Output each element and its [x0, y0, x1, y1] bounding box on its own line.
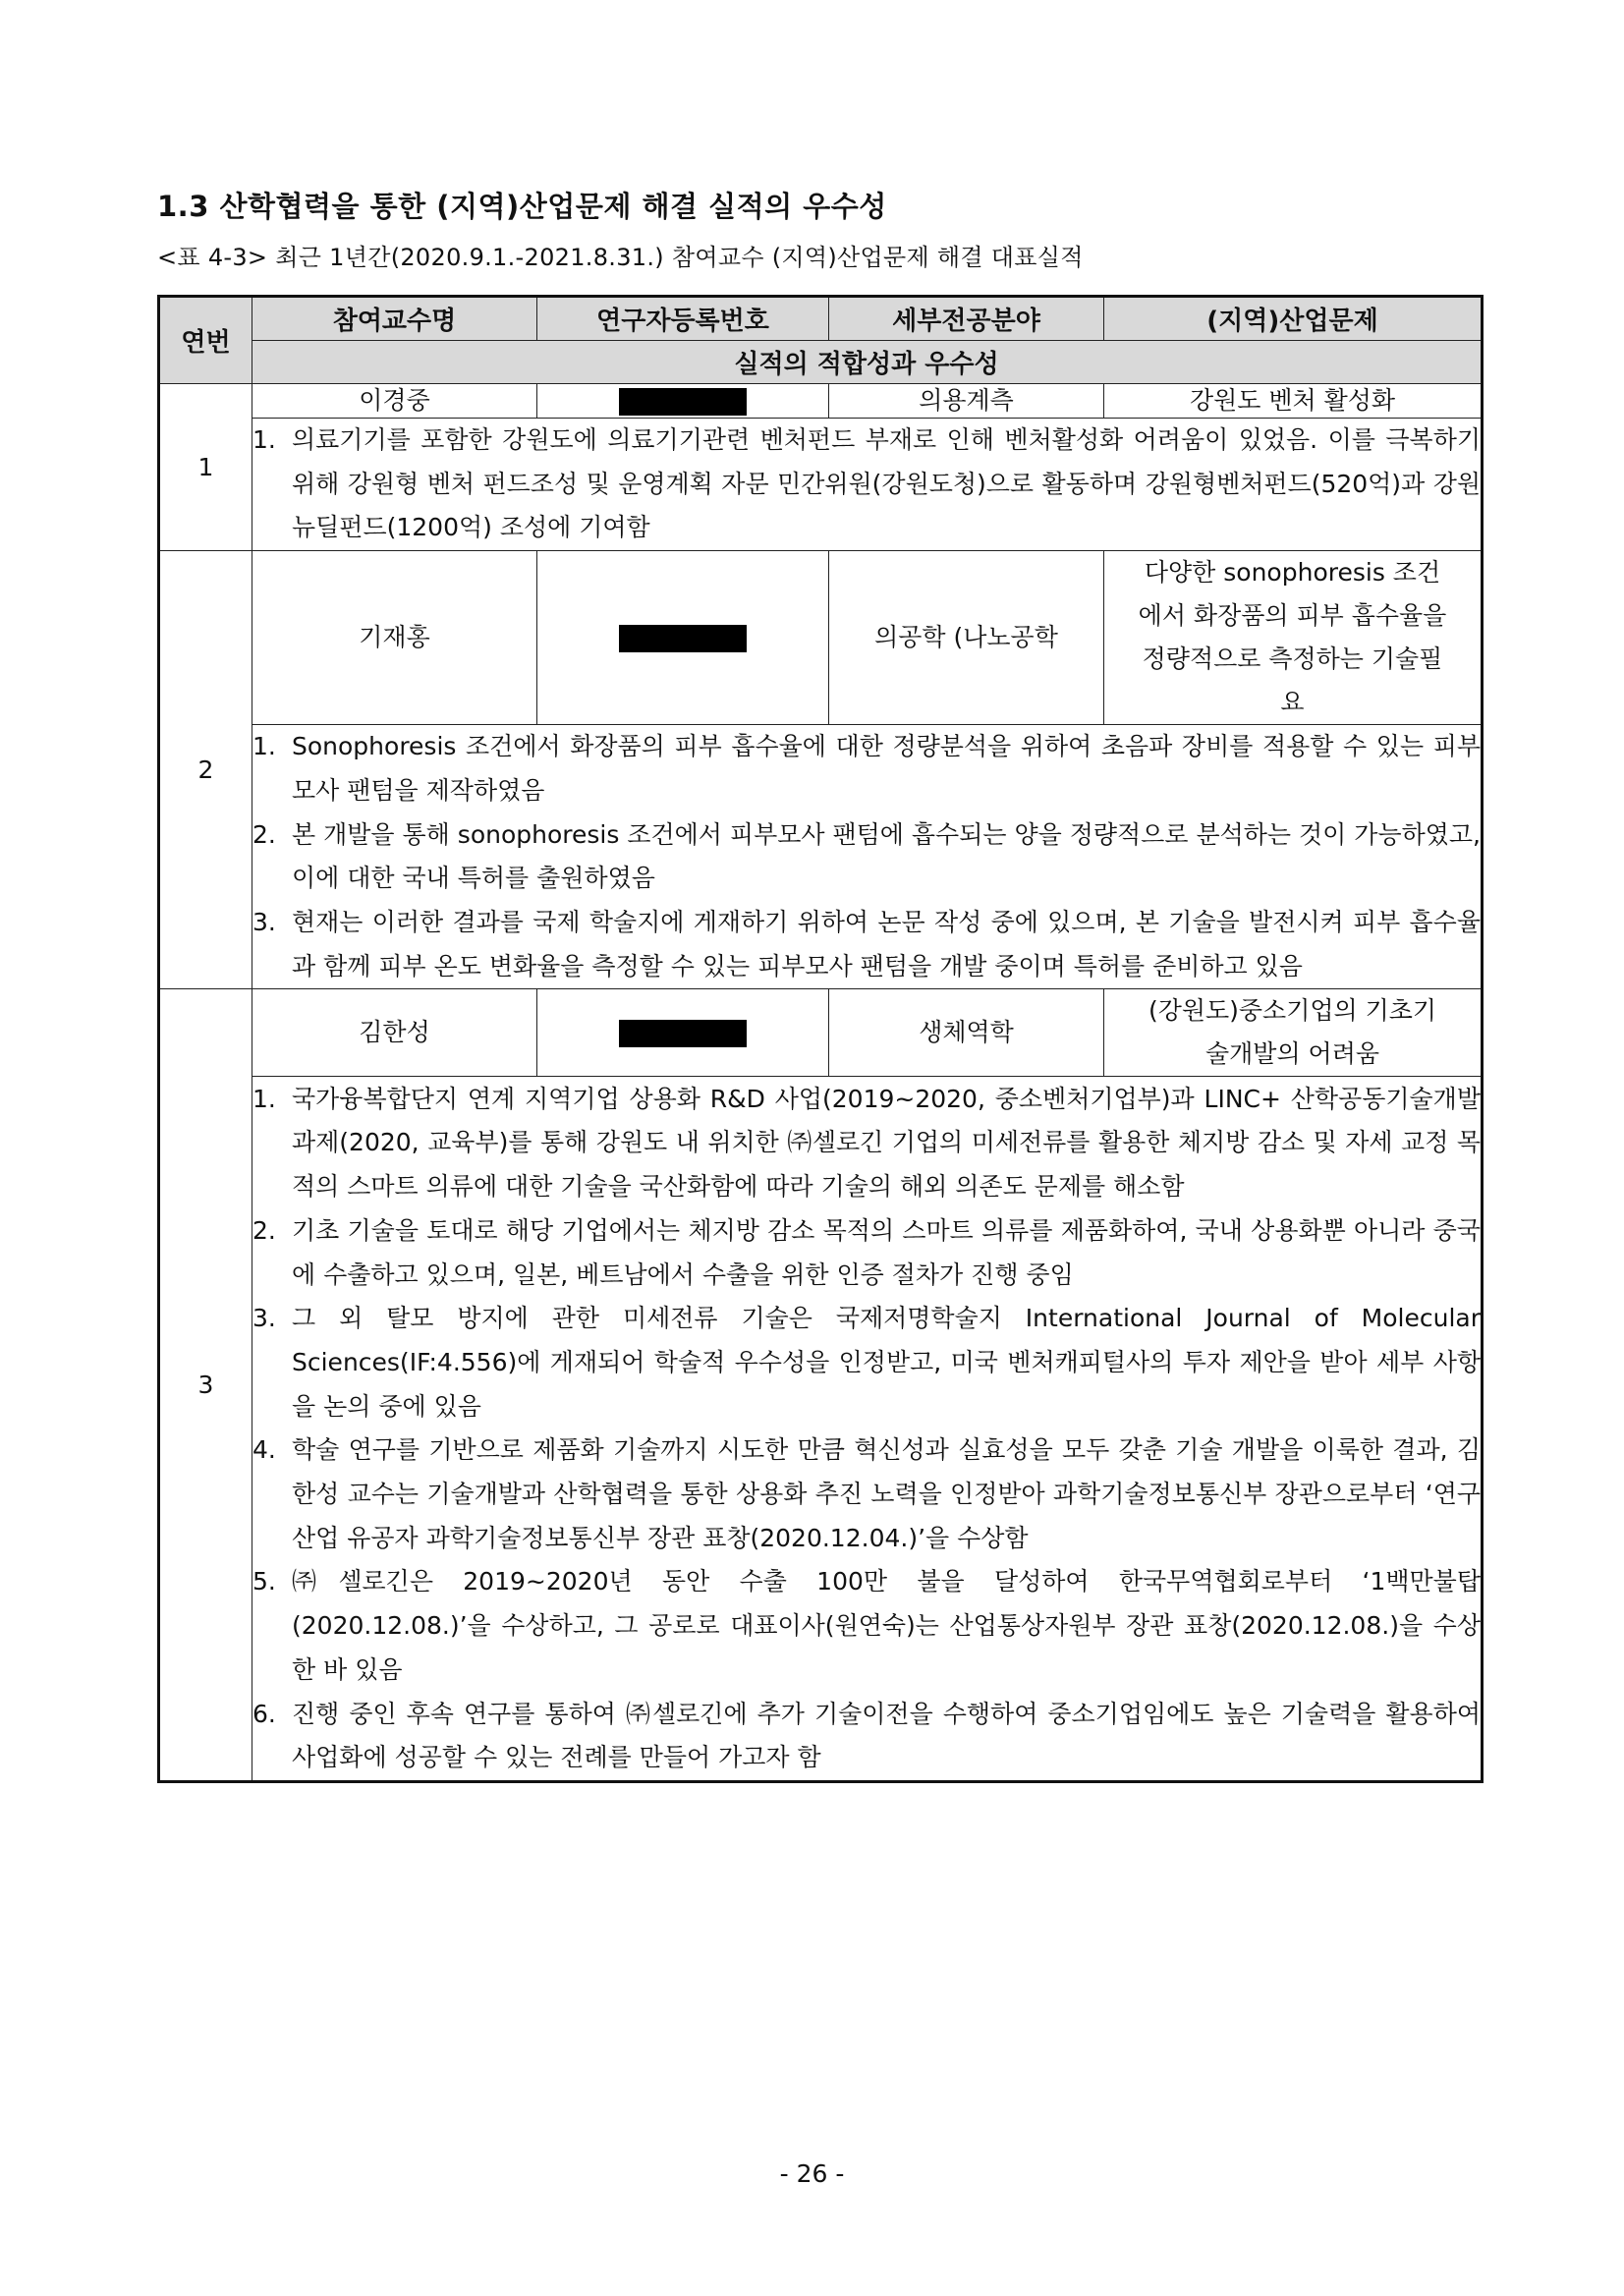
- item-number: 3.: [252, 907, 276, 936]
- list-item: [252, 1297, 1481, 1428]
- list-item: [252, 1078, 1481, 1209]
- header-researcher-id: 연구자등록번호: [537, 297, 829, 341]
- item-text: 본 개발을 통해 sonophoresis 조건에서 피부모사 팬텀에 흡수되는 양을 정량적으로 분석하는 것이 가능하였고, 이에 대한 국내 특허를 출원하였음: [292, 819, 1481, 893]
- professor-name: 기재홍: [252, 551, 537, 725]
- suitability-detail: [252, 1077, 1483, 1782]
- item-text: 현재는 이러한 결과를 국제 학술지에 게재하기 위하여 논문 작성 중에 있으며, 본 기술을 발전시켜 피부 흡수율과 함께 피부 온도 변화율을 측정할 수 있는 피부모사 팬텀을 개발 중이며 특허를 준비하고 있음: [292, 907, 1481, 980]
- item-text: ㈜셀로긴은 2019~2020년 동안 수출 100만 불을 달성하여 한국무역협회로부터 ‘1백만불탑(2020.12.08.)’을 수상하고, 그 공로로 대표이사(원연숙)는 산업통상자원부 장관 표창(2020.12.08.)을 수상한 바 있음: [292, 1567, 1481, 1684]
- professor-name: 이경중: [252, 384, 537, 419]
- item-number: 1.: [252, 425, 276, 454]
- table-caption: <표 4-3> 최근 1년간(2020.9.1.-2021.8.31.) 참여교수 (지역)산업문제 해결 대표실적: [157, 244, 1084, 271]
- major-field: 의용계측: [829, 384, 1104, 419]
- researcher-id-redacted: [537, 989, 829, 1077]
- table-row: [159, 551, 1483, 725]
- list-item: [252, 1428, 1481, 1560]
- table-row: [159, 989, 1483, 1077]
- item-number: 3.: [252, 1304, 276, 1333]
- row-number: 2: [159, 551, 252, 989]
- section-title: 1.3 산학협력을 통한 (지역)산업문제 해결 실적의 우수성: [157, 190, 887, 223]
- table-row-detail: [159, 725, 1483, 989]
- redaction-bar: [619, 625, 747, 652]
- list-item: [252, 1209, 1481, 1297]
- suitability-detail: [252, 725, 1483, 989]
- performance-table: [157, 295, 1484, 1783]
- industry-problem: 다양한 sonophoresis 조건에서 화장품의 피부 흡수율을 정량적으로 측정하는 기술필요: [1104, 551, 1483, 725]
- item-text: 학술 연구를 기반으로 제품화 기술까지 시도한 만큼 혁신성과 실효성을 모두 갖춘 기술 개발을 이룩한 결과, 김한성 교수는 기술개발과 산학협력을 통한 상용화 추진 노력을 인정받아 과학기술정보통신부 장관으로부터 ‘연구산업 유공자 과학기술정보통신부 장관 표창(2020.12.04.)’을 수상함: [292, 1435, 1481, 1552]
- major-field: 생체역학: [829, 989, 1104, 1077]
- item-number: 2.: [252, 819, 276, 849]
- redaction-bar: [619, 1020, 747, 1047]
- list-item: [252, 813, 1481, 901]
- list-item: [252, 419, 1481, 550]
- header-problem: (지역)산업문제: [1104, 297, 1483, 341]
- redaction-bar: [619, 388, 747, 416]
- table-subheader-row: [159, 341, 1483, 384]
- table-row-detail: [159, 419, 1483, 551]
- page-number: - 26 -: [779, 2159, 845, 2188]
- item-text: 그 외 탈모 방지에 관한 미세전류 기술은 국제저명학술지 International Journal of Molecular Sciences(IF:4.556)에 게재되어 학술적 우수성을 인정받고, 미국 벤처캐피털사의 투자 제안을 받아 세부 사항을 논의 중에 있음: [292, 1304, 1481, 1421]
- item-text: 진행 중인 후속 연구를 통하여 ㈜셀로긴에 추가 기술이전을 수행하여 중소기업임에도 높은 기술력을 활용하여 사업화에 성공할 수 있는 전례를 만들어 가고자 함: [292, 1699, 1481, 1772]
- industry-problem: (강원도)중소기업의 기초기술개발의 어려움: [1104, 989, 1483, 1077]
- item-text: 기초 기술을 토대로 해당 기업에서는 체지방 감소 목적의 스마트 의류를 제품화하여, 국내 상용화뿐 아니라 중국에 수출하고 있으며, 일본, 베트남에서 수출을 위한 인증 절차가 진행 중임: [292, 1215, 1481, 1289]
- item-text: Sonophoresis 조건에서 화장품의 피부 흡수율에 대한 정량분석을 위하여 초음파 장비를 적용할 수 있는 피부모사 팬텀을 제작하였음: [292, 732, 1481, 805]
- item-number: 6.: [252, 1699, 276, 1728]
- list-item: [252, 901, 1481, 988]
- header-field: 세부전공분야: [829, 297, 1104, 341]
- row-number: 1: [159, 384, 252, 551]
- item-number: 5.: [252, 1567, 276, 1596]
- header-professor: 참여교수명: [252, 297, 537, 341]
- table-header-row: [159, 297, 1483, 341]
- table-row-detail: [159, 1077, 1483, 1782]
- industry-problem: 강원도 벤처 활성화: [1104, 384, 1483, 419]
- table-row: [159, 384, 1483, 419]
- item-number: 2.: [252, 1215, 276, 1245]
- suitability-detail: [252, 419, 1483, 551]
- list-item: [252, 725, 1481, 812]
- row-number: 3: [159, 989, 252, 1782]
- researcher-id-redacted: [537, 551, 829, 725]
- list-item: [252, 1693, 1481, 1780]
- item-text: 의료기기를 포함한 강원도에 의료기기관련 벤처펀드 부재로 인해 벤처활성화 어려움이 있었음. 이를 극복하기 위해 강원형 벤처 펀드조성 및 운영계획 자문 민간위원(강원도청)으로 활동하며 강원형벤처펀드(520억)과 강원뉴딜펀드(1200억) 조성에 기여함: [292, 425, 1481, 542]
- researcher-id-redacted: [537, 384, 829, 419]
- header-no: 연번: [159, 297, 252, 384]
- header-suitability: 실적의 적합성과 우수성: [252, 341, 1483, 384]
- item-text: 국가융복합단지 연계 지역기업 상용화 R&D 사업(2019~2020, 중소벤처기업부)과 LINC+ 산학공동기술개발과제(2020, 교육부)를 통해 강원도 내 위치한 ㈜셀로긴 기업의 미세전류를 활용한 체지방 감소 및 자세 교정 목적의 스마트 의류에 대한 기술을 국산화함에 따라 기술의 해외 의존도 문제를 해소함: [292, 1084, 1481, 1202]
- major-field: 의공학 (나노공학: [829, 551, 1104, 725]
- item-number: 1.: [252, 1084, 276, 1113]
- item-number: 4.: [252, 1435, 276, 1465]
- professor-name: 김한성: [252, 989, 537, 1077]
- list-item: [252, 1560, 1481, 1692]
- item-number: 1.: [252, 732, 276, 761]
